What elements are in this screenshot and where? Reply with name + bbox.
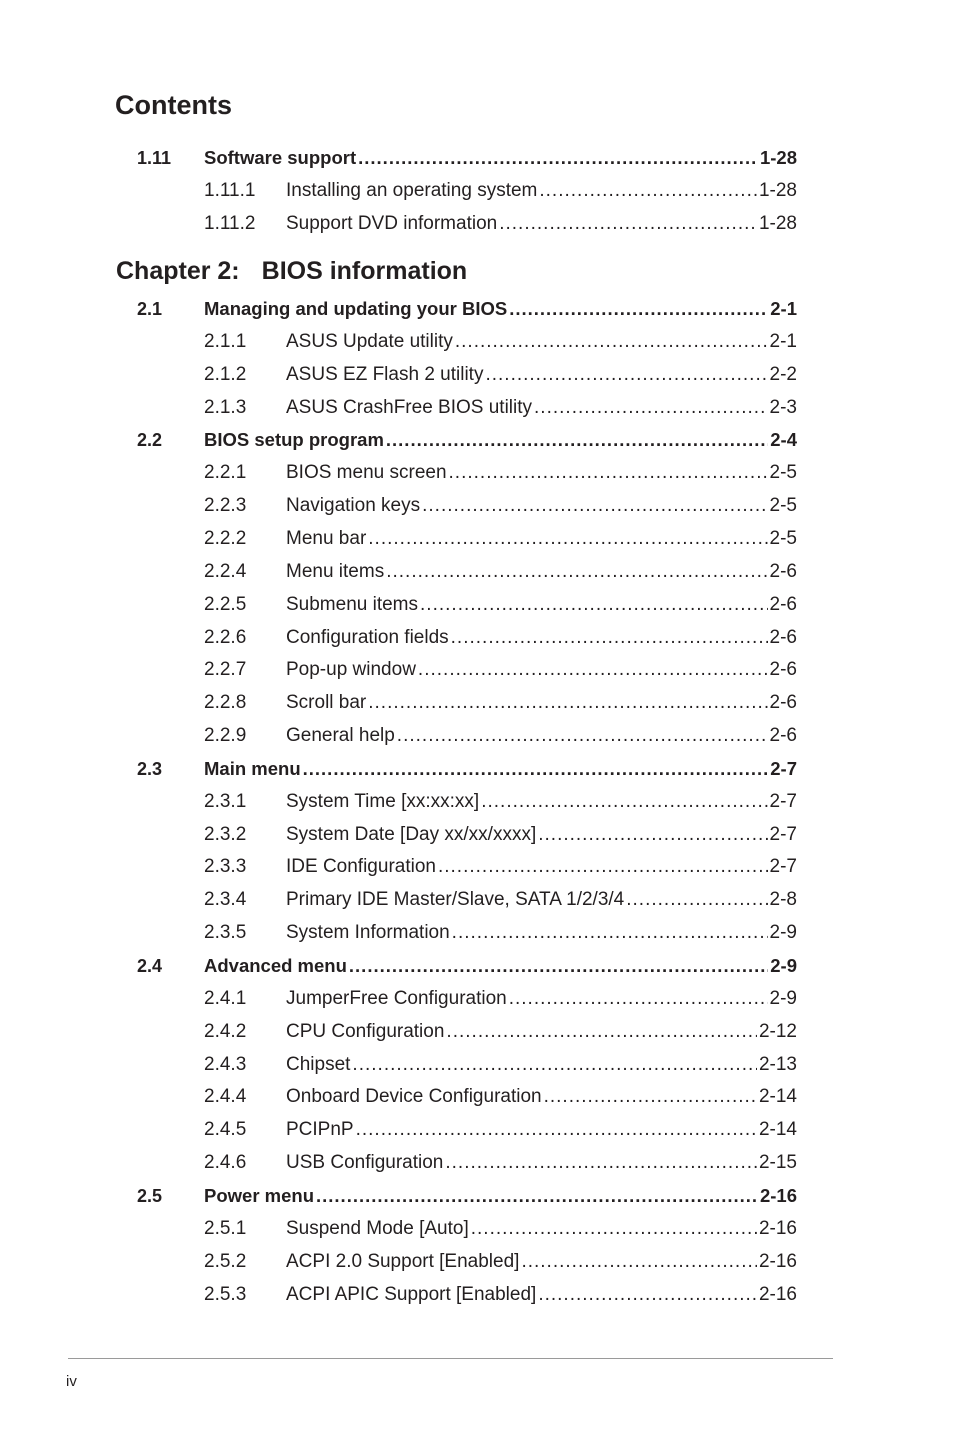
toc-entry-label: Configuration fields [286,627,449,648]
toc-entry-number: 2.4.2 [204,1021,247,1042]
toc-subsection-entry[interactable] [0,1054,954,1087]
dot-leader [452,922,768,944]
toc-subsection-entry[interactable] [0,1152,954,1185]
chapter-heading [116,257,467,286]
toc-entry-1-11-2[interactable] [0,213,954,246]
toc-entry-number: 2.4.5 [204,1119,247,1140]
toc-entry-number: 2.2 [137,430,163,450]
dot-leader [449,462,768,484]
toc-entry-page: 2-3 [769,397,797,418]
dot-leader [499,213,757,235]
toc-entry-page: 2-9 [770,955,797,976]
toc-entry-page: 2-16 [759,1185,797,1206]
toc-entry-page: 2-4 [770,429,797,450]
toc-subsection-entry[interactable] [0,692,954,725]
dot-leader [349,955,768,977]
toc-subsection-entry[interactable] [0,331,954,364]
toc-entry-number: 2.4.6 [204,1152,247,1173]
toc-section-entry[interactable] [0,758,954,791]
dot-leader [386,561,767,583]
toc-entry-label: General help [286,725,395,746]
toc-subsection-entry[interactable] [0,462,954,495]
toc-entry-label: System Time [xx:xx:xx] [286,791,480,812]
toc-entry-page: 2-14 [758,1086,797,1107]
toc-entry-number: 2.5.2 [204,1251,247,1272]
toc-entry-number: 2.2.5 [204,594,247,615]
toc-entry-page: 2-7 [770,758,797,779]
dot-leader [316,1185,758,1207]
toc-section-entry[interactable] [0,429,954,462]
toc-entry-number: 2.4.3 [204,1054,247,1075]
toc-entry-number: 2.2.9 [204,725,247,746]
toc-entry-number: 2.3.1 [204,791,247,812]
dot-leader [538,1284,757,1306]
toc-entry-page: 1-28 [758,180,797,201]
toc-entry-label: PCIPnP [286,1119,354,1140]
toc-entry-number: 2.2.7 [204,659,247,680]
toc-subsection-entry[interactable] [0,791,954,824]
toc-entry-page: 2-8 [769,889,797,910]
toc-subsection-entry[interactable] [0,364,954,397]
dot-leader [539,180,757,202]
toc-entry-number: 2.5.3 [204,1284,247,1305]
toc-subsection-entry[interactable] [0,856,954,889]
toc-entry-number: 2.1.3 [204,397,247,418]
toc-entry-number: 2.5.1 [204,1218,247,1239]
toc-subsection-entry[interactable] [0,627,954,660]
toc-entry-label: CPU Configuration [286,1021,445,1042]
dot-leader [446,1021,757,1043]
toc-subsection-entry[interactable] [0,824,954,857]
dot-leader [538,824,767,846]
toc-subsection-entry[interactable] [0,659,954,692]
toc-entry-page: 2-1 [770,298,797,319]
toc-entry-number: 2.3.3 [204,856,247,877]
toc-entry-label: Menu bar [286,528,367,549]
dot-leader [303,758,769,780]
toc-entry-page: 2-1 [769,331,797,352]
toc-entry-label: JumperFree Configuration [286,988,507,1009]
toc-subsection-entry[interactable] [0,594,954,627]
toc-entry-page: 2-16 [758,1284,797,1305]
toc-entry-label: ACPI APIC Support [Enabled] [286,1284,537,1305]
toc-entry-label: USB Configuration [286,1152,444,1173]
dot-leader [422,495,767,517]
toc-entry-number: 2.3.5 [204,922,247,943]
toc-entry-label: Advanced menu [204,955,347,976]
dot-leader [438,856,768,878]
toc-entry-page: 2-12 [758,1021,797,1042]
toc-entry-label: Suspend Mode [Auto] [286,1218,469,1239]
toc-entry-label: Power menu [204,1185,314,1206]
toc-entry-label: ASUS CrashFree BIOS utility [286,397,533,418]
toc-entry-number: 2.2.1 [204,462,247,483]
toc-entry-page: 2-7 [769,856,797,877]
toc-entry-number: 2.5 [137,1186,163,1206]
toc-entry-number: 2.3.4 [204,889,247,910]
chapter-name: BIOS information [261,257,468,285]
toc-subsection-entry[interactable] [0,988,954,1021]
toc-subsection-entry[interactable] [0,922,954,955]
toc-subsection-entry[interactable] [0,1086,954,1119]
toc-entry-number: 1.11 [137,148,172,168]
chapter-prefix: Chapter 2: [116,257,240,285]
toc-subsection-entry[interactable] [0,1119,954,1152]
dot-leader [368,528,767,550]
toc-entry-number: 2.1 [137,299,163,319]
toc-entry-label: BIOS setup program [204,429,384,450]
toc-entry-number: 2.2.8 [204,692,247,713]
dot-leader [626,889,767,911]
dot-leader [445,1152,757,1174]
toc-entry-page: 2-13 [758,1054,797,1075]
toc-entry-page: 2-7 [769,824,797,845]
toc-entry-page: 2-9 [769,922,797,943]
toc-entry-label: System Information [286,922,450,943]
toc-entry-number: 2.1.1 [204,331,247,352]
toc-entry-page: 2-6 [769,659,797,680]
toc-entry-1-11-1[interactable] [0,180,954,213]
dot-leader [471,1218,757,1240]
toc-entry-page: 2-6 [769,627,797,648]
toc-entry-label: Chipset [286,1054,351,1075]
toc-section-entry[interactable] [0,298,954,331]
toc-entry-page: 2-5 [769,495,797,516]
toc-entry-page: 1-28 [759,147,797,168]
toc-entry-page: 2-9 [769,988,797,1009]
toc-entry-label: Primary IDE Master/Slave, SATA 1/2/3/4 [286,889,625,910]
toc-subsection-entry[interactable] [0,397,954,430]
toc-entry-label: Navigation keys [286,495,421,516]
toc-section-entry[interactable] [0,955,954,988]
toc-entry-label: Main menu [204,758,301,779]
toc-entry-number: 2.2.6 [204,627,247,648]
toc-entry-label: IDE Configuration [286,856,436,877]
toc-entry-number: 2.1.2 [204,364,247,385]
dot-leader [455,331,768,353]
toc-entry-page: 2-14 [758,1119,797,1140]
toc-entry-number: 2.4.1 [204,988,247,1009]
toc-entry-number: 1.11.1 [204,180,256,201]
footer-page-number: iv [66,1373,77,1390]
toc-entry-number: 2.3.2 [204,824,247,845]
toc-entry-page: 2-5 [769,462,797,483]
toc-entry-page: 1-28 [758,213,797,234]
toc-entry-label: Pop-up window [286,659,416,680]
toc-entry-label: System Date [Day xx/xx/xxxx] [286,824,537,845]
toc-entry-page: 2-6 [769,692,797,713]
toc-entry-page: 2-16 [758,1218,797,1239]
toc-entry-label: Onboard Device Configuration [286,1086,542,1107]
dot-leader [544,1086,757,1108]
toc-entry-page: 2-16 [758,1251,797,1272]
toc-entry-number: 2.4 [137,956,163,976]
toc-subsection-entry[interactable] [0,1284,954,1317]
dot-leader [356,1119,757,1141]
dot-leader [358,147,758,169]
toc-entry-label: Support DVD information [286,213,498,234]
dot-leader [485,364,767,386]
toc-entry-label: Menu items [286,561,385,582]
toc-entry-label: BIOS menu screen [286,462,447,483]
toc-entry-page: 2-7 [769,791,797,812]
toc-entry-label: Installing an operating system [286,180,538,201]
toc-entry-label: Software support [204,147,357,168]
dot-leader [386,429,768,451]
toc-subsection-entry[interactable] [0,725,954,758]
dot-leader [397,725,768,747]
dot-leader [481,791,767,813]
toc-entry-page: 2-2 [769,364,797,385]
toc-entry-page: 2-6 [769,594,797,615]
toc-entry-page: 2-5 [769,528,797,549]
toc-section-entry[interactable] [0,1185,954,1218]
toc-entry-1-11[interactable] [0,147,954,180]
toc-entry-number: 2.2.2 [204,528,247,549]
dot-leader [451,627,768,649]
page-title: Contents [115,90,232,120]
dot-leader [368,692,767,714]
toc-entry-page: 2-15 [758,1152,797,1173]
toc-subsection-entry[interactable] [0,495,954,528]
dot-leader [534,397,768,419]
toc-entry-number: 2.2.3 [204,495,247,516]
toc-entry-label: Scroll bar [286,692,367,713]
dot-leader [420,594,768,616]
toc-entry-label: ACPI 2.0 Support [Enabled] [286,1251,520,1272]
toc-entry-number: 2.3 [137,759,163,779]
toc-subsection-entry[interactable] [0,528,954,561]
toc-entry-number: 1.11.2 [204,213,256,234]
toc-entry-label: Managing and updating your BIOS [204,298,508,319]
footer-divider [68,1358,833,1359]
toc-entry-label: ASUS Update utility [286,331,453,352]
dot-leader [352,1054,757,1076]
toc-entry-page: 2-6 [769,725,797,746]
dot-leader [418,659,768,681]
toc-subsection-entry[interactable] [0,1021,954,1054]
toc-subsection-entry[interactable] [0,889,954,922]
toc-entry-number: 2.2.4 [204,561,247,582]
dot-leader [509,988,768,1010]
toc-entry-page: 2-6 [769,561,797,582]
toc-entry-label: Submenu items [286,594,419,615]
toc-entry-number: 2.4.4 [204,1086,247,1107]
dot-leader [509,298,768,320]
toc-entry-label: ASUS EZ Flash 2 utility [286,364,484,385]
dot-leader [521,1251,757,1273]
toc-subsection-entry[interactable] [0,561,954,594]
toc-subsection-entry[interactable] [0,1251,954,1284]
toc-subsection-entry[interactable] [0,1218,954,1251]
